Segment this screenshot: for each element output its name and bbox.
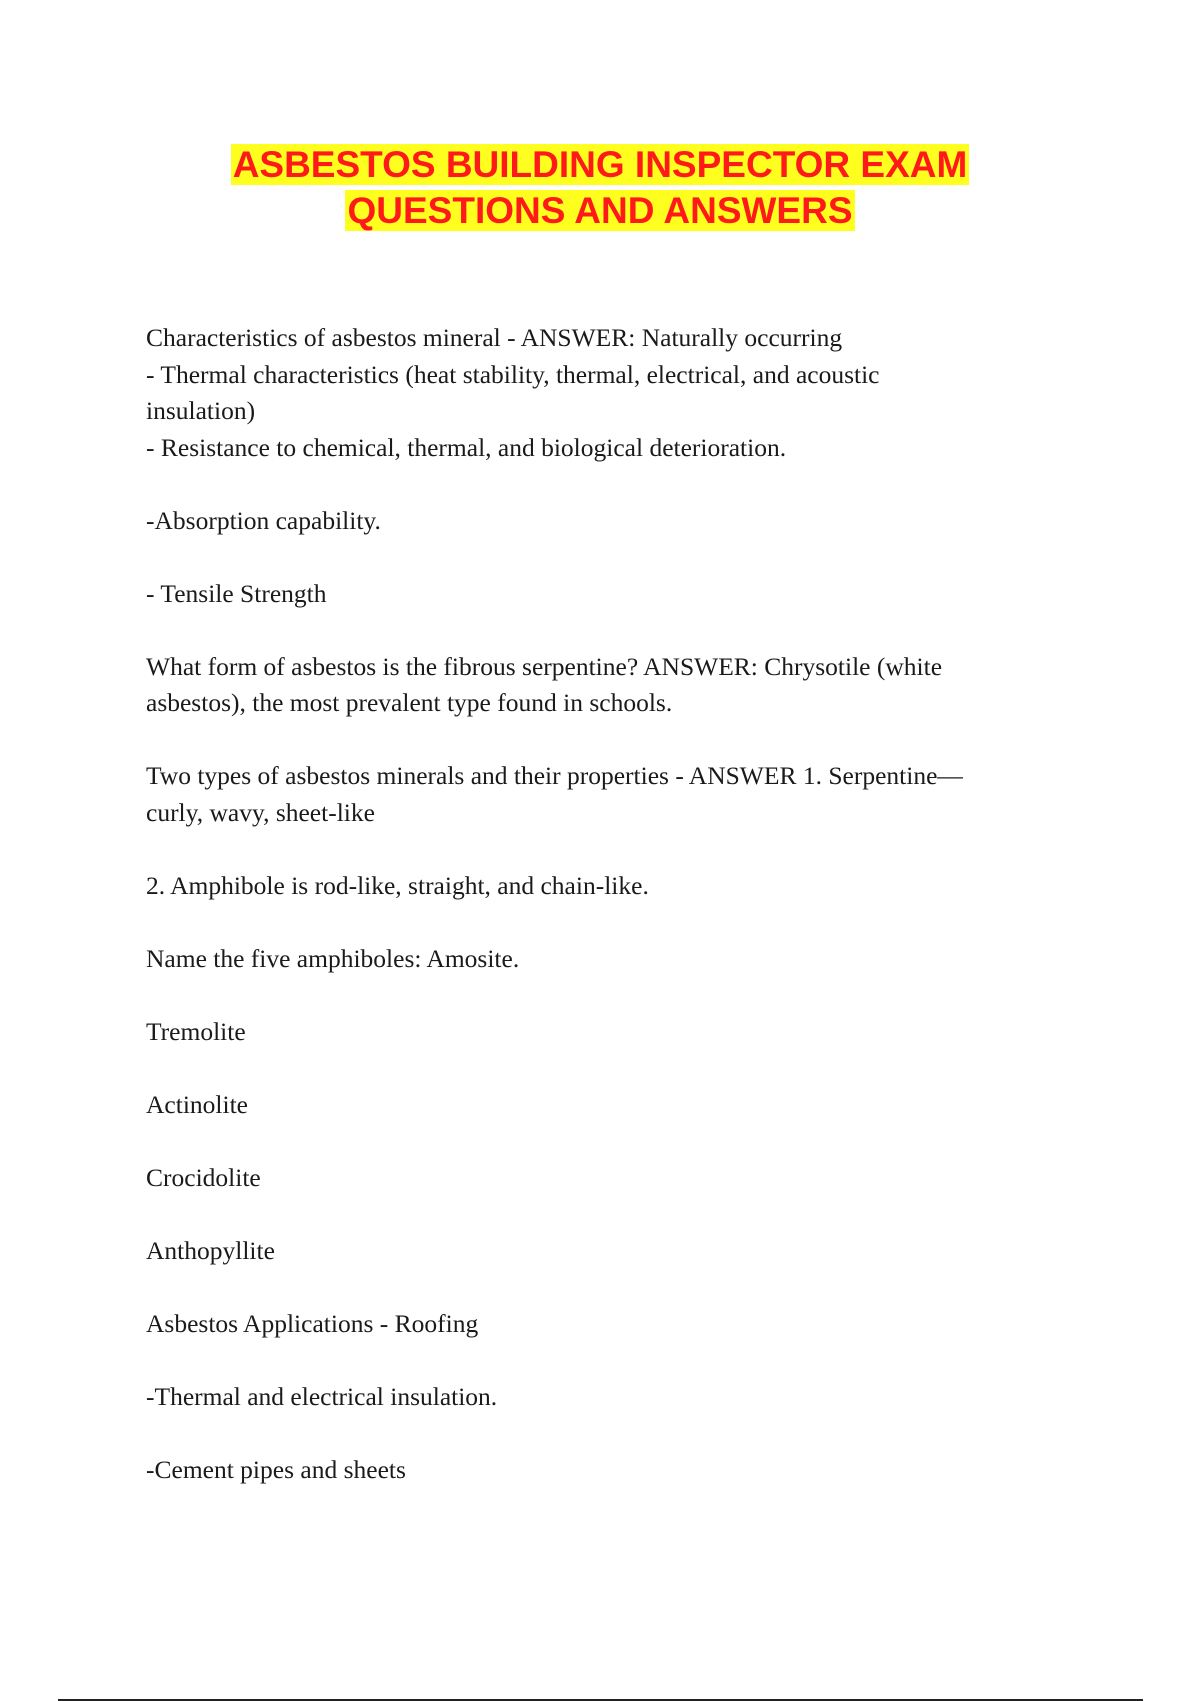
paragraph-tremolite: [146, 1014, 1086, 1051]
text-line: Crocidolite: [146, 1162, 261, 1192]
text-line: Tremolite: [146, 1016, 246, 1046]
text-line: curly, wavy, sheet-like: [146, 797, 375, 827]
text-line: 2. Amphibole is rod-like, straight, and chain-like.: [146, 870, 649, 900]
paragraph-cement: [146, 1452, 1086, 1489]
document-body: [146, 320, 1086, 1525]
paragraph-characteristics: [146, 320, 1086, 466]
paragraph-crocidolite: [146, 1160, 1086, 1197]
text-line: insulation): [146, 396, 256, 425]
paragraph-applications: [146, 1306, 1086, 1343]
text-line: - Resistance to chemical, thermal, and biological deterioration.: [146, 432, 787, 462]
paragraph-actinolite: [146, 1087, 1086, 1124]
text-line: Characteristics of asbestos mineral - ANSWER: Naturally occurring: [146, 323, 843, 352]
paragraph-absorption: [146, 503, 1086, 540]
text-line: Two types of asbestos minerals and their properties - ANSWER 1. Serpentine—: [146, 761, 963, 790]
document-title: [0, 142, 1200, 234]
text-line: What form of asbestos is the fibrous serpentine? ANSWER: Chrysotile (white: [146, 651, 943, 681]
text-line: asbestos), the most prevalent type found in schools.: [146, 688, 673, 717]
text-line: -Thermal and electrical insulation.: [146, 1381, 498, 1411]
text-line: -Absorption capability.: [146, 505, 381, 535]
paragraph-serpentine-question: [146, 649, 1086, 722]
paragraph-insulation: [146, 1379, 1086, 1416]
paragraph-amphibole: [146, 868, 1086, 905]
text-line: - Thermal characteristics (heat stability, thermal, electrical, and acoustic: [146, 359, 880, 389]
text-line: - Tensile Strength: [146, 578, 327, 608]
paragraph-anthopyllite: [146, 1233, 1086, 1270]
text-line: Name the five amphiboles: Amosite.: [146, 943, 520, 973]
paragraph-five-amphiboles: [146, 941, 1086, 978]
paragraph-tensile: [146, 576, 1086, 613]
text-line: -Cement pipes and sheets: [146, 1454, 406, 1484]
text-line: Asbestos Applications - Roofing: [146, 1308, 479, 1338]
paragraph-two-types: [146, 758, 1086, 831]
title-line-1: ASBESTOS BUILDING INSPECTOR EXAM: [232, 144, 968, 185]
title-line-2: QUESTIONS AND ANSWERS: [347, 190, 853, 231]
text-line: Anthopyllite: [146, 1235, 275, 1265]
text-line: Actinolite: [146, 1089, 248, 1119]
